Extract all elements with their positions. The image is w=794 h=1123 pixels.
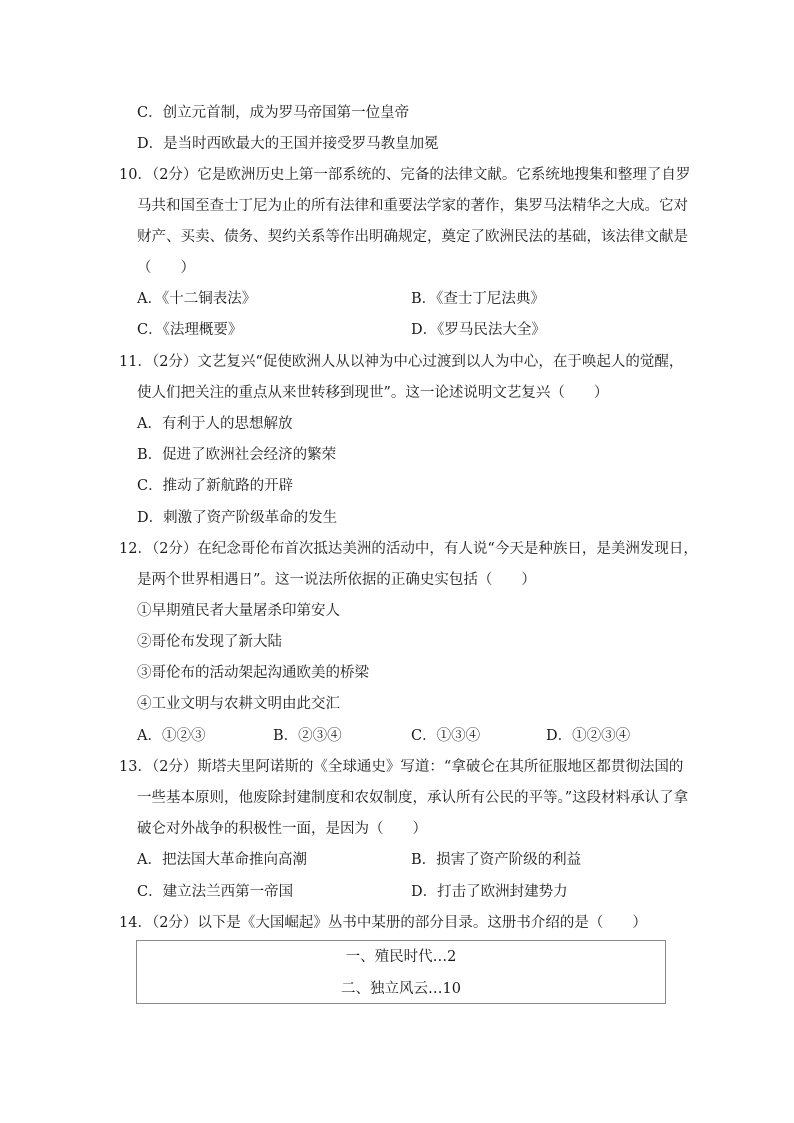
q12-option-c: C．①③④ — [411, 728, 481, 744]
q14-stem-line1: 14．（2分）以下是《大国崛起》丛书中某册的部分目录。这册书介绍的是（ ） — [119, 915, 647, 931]
q12-item-1: ①早期殖民者大量屠杀印第安人 — [137, 603, 340, 619]
q9-option-c: C．创立元首制，成为罗马帝国第一位皇帝 — [137, 105, 410, 121]
q10-stem-line3: 财产、买卖、债务、契约关系等作出明确规定，奠定了欧洲民法的基础，该法律文献是 — [137, 229, 688, 245]
q10-stem-line2: 马共和国至查士丁尼为止的所有法律和重要法学家的著作，集罗马法精华之大成。它对 — [137, 198, 688, 214]
q10-option-b: B．《查士丁尼法典》 — [411, 291, 545, 307]
q12-item-2: ②哥伦布发现了新大陆 — [137, 634, 282, 650]
q10-answer-blank: （ ） — [137, 260, 195, 276]
q11-option-c: C．推动了新航路的开辟 — [137, 478, 294, 494]
q12-option-b: B．②③④ — [273, 728, 342, 744]
q14-table-of-contents-box — [136, 940, 666, 1004]
toc-item-1: 一、殖民时代…2 — [345, 949, 457, 965]
q13-stem-line1: 13．（2分）斯塔夫里阿诺斯的《全球通史》写道：“拿破仑在其所征服地区都贯彻法国的 — [119, 759, 684, 775]
q12-stem-line2: 是两个世界相遇日”。这一说法所依据的正确史实包括（ ） — [137, 572, 536, 588]
q12-option-a: A．①②③ — [137, 728, 206, 744]
q13-option-c: C．建立法兰西第一帝国 — [137, 884, 294, 900]
q10-option-c: C．《法理概要》 — [137, 322, 243, 338]
q12-stem-line1: 12．（2分）在纪念哥伦布首次抵达美洲的活动中，有人说“今天是种族日，是美洲发现日， — [119, 541, 698, 557]
q11-stem-line1: 11．（2分）文艺复兴“促使欧洲人从以神为中心过渡到以人为中心，在于唤起人的觉醒， — [119, 354, 684, 370]
q13-stem-line2: 一些基本原则，他废除封建制度和农奴制度，承认所有公民的平等。”这段材料承认了拿 — [137, 790, 689, 806]
q11-stem-line2: 使人们把关注的重点从来世转移到现世”。这一论述说明文艺复兴（ ） — [137, 385, 609, 401]
q12-item-4: ④工业文明与农耕文明由此交汇 — [137, 696, 340, 712]
q13-option-d: D．打击了欧洲封建势力 — [411, 884, 568, 900]
q9-option-d: D．是当时西欧最大的王国并接受罗马教皇加冕 — [137, 136, 439, 152]
toc-item-2: 二、独立风云…10 — [341, 981, 461, 997]
q11-option-d: D．刺激了资产阶级革命的发生 — [137, 510, 338, 526]
q10-option-d: D．《罗马民法大全》 — [411, 322, 546, 338]
q12-option-d: D．①②③④ — [546, 728, 631, 744]
q13-stem-line3: 破仑对外战争的积极性一面，是因为（ ） — [137, 821, 427, 837]
q10-option-a: A．《十二铜表法》 — [137, 291, 257, 307]
q12-item-3: ③哥伦布的活动架起沟通欧美的桥梁 — [137, 665, 369, 681]
q13-option-a: A．把法国大革命推向高潮 — [137, 852, 307, 868]
q10-stem-line1: 10．（2分）它是欧洲历史上第一部系统的、完备的法律文献。它系统地搜集和整理了自罗 — [119, 167, 691, 183]
q11-option-a: A．有利于人的思想解放 — [137, 416, 293, 432]
q13-option-b: B．损害了资产阶级的利益 — [411, 852, 582, 868]
q11-option-b: B．促进了欧洲社会经济的繁荣 — [137, 447, 337, 463]
